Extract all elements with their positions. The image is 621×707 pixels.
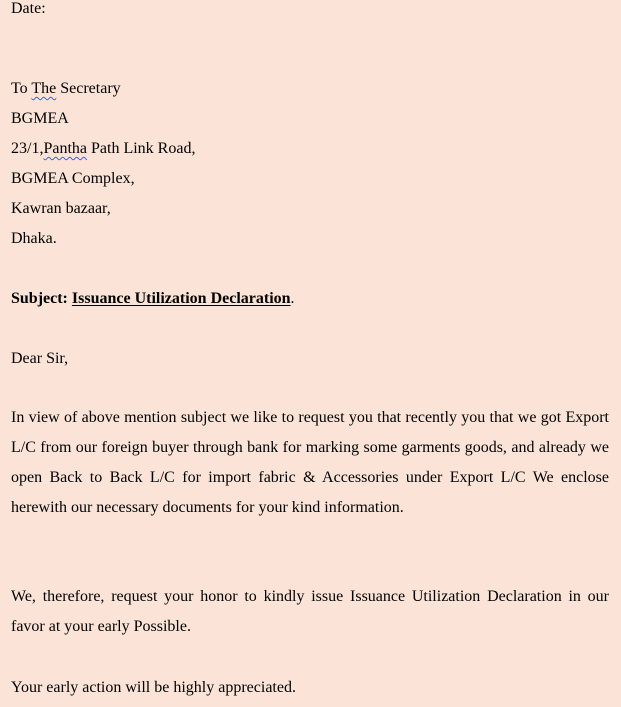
subject-end: .: [290, 290, 295, 307]
subject-title: Issuance Utilization Declaration: [71, 290, 291, 307]
recipient-title: Secretary: [56, 80, 121, 97]
salutation: Dear Sir,: [11, 350, 69, 367]
body-paragraph-2: We, therefore, request your honor to kindly issue Issuance Utilization Declaration in our favor at your early Possible.: [11, 588, 609, 635]
subject-label: Subject:: [11, 290, 68, 307]
date-label: Date:: [11, 0, 46, 17]
spellcheck-word-the[interactable]: The: [31, 80, 57, 97]
address-city: Dhaka.: [11, 230, 57, 247]
address-line: [11, 140, 195, 158]
address-area: Kawran bazaar,: [11, 200, 111, 217]
body-paragraph-1: In view of above mention subject we like to request you that recently you that we got Export L/C from our foreign buyer through bank for marking some garments goods, and already we open Back to Back L/C for import fabric & Accessories under Export L/C We enclose herewith our necessary documents for your kind information.: [11, 409, 609, 516]
recipient-title-line: [11, 80, 121, 98]
recipient-org: BGMEA: [11, 110, 69, 127]
closing-line: Your early action will be highly appreciated.: [11, 679, 296, 696]
spellcheck-word-pantha[interactable]: Pantha: [43, 140, 87, 157]
to-prefix: To: [11, 80, 32, 97]
address-rest: Path Link Road,: [87, 140, 196, 157]
date-line: [11, 0, 46, 18]
subject-line: [11, 290, 295, 308]
address-number: 23/1,: [11, 140, 44, 157]
address-complex: BGMEA Complex,: [11, 170, 135, 187]
